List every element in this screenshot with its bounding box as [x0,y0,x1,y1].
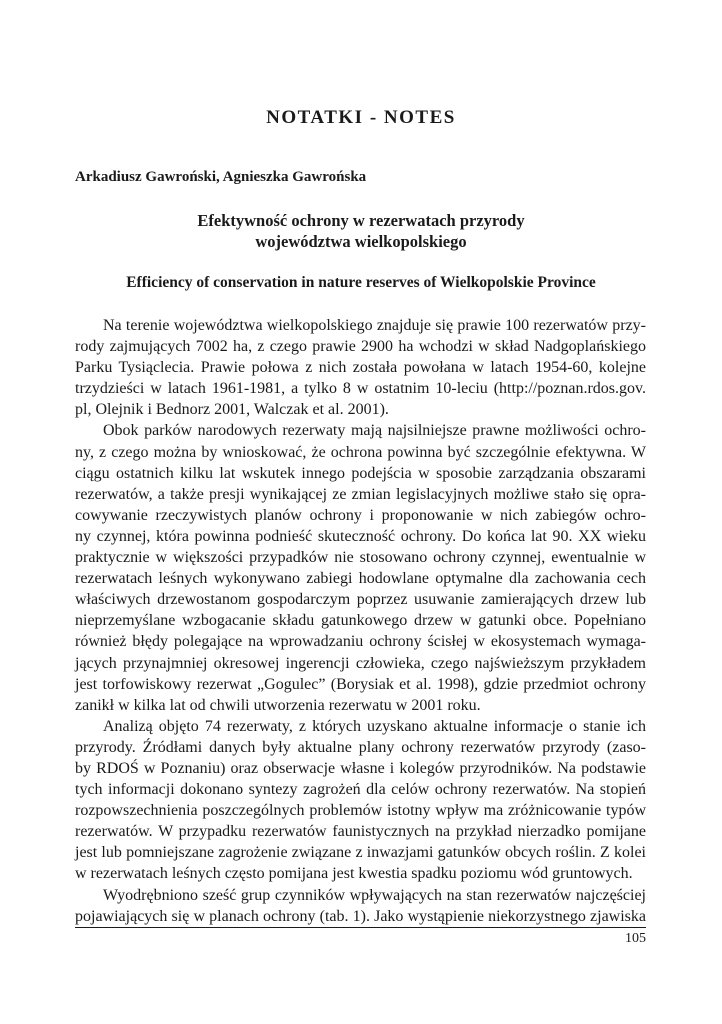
section-title: NOTATKI - NOTES [266,107,456,128]
text-line: jest lub pomniejszane zagrożenie związane z inwazjami gatunków obcych roślin. Z kolei [75,844,646,862]
text-line: rezerwatów. W przypadku rezerwatów faunistycznych na przykład nierzadko pomijane [75,823,646,841]
text-line: właściwych drzewostanom gospodarczym poprzez usuwanie zamierających drzew lub [75,591,646,609]
article-title-english: Efficiency of conservation in nature reserves of Wielkopolskie Province [126,274,596,291]
text-line: rezerwatów, a także presji wynikającej ze zmian legislacyjnych możliwe stało się opra- [75,485,646,503]
text-line: w rezerwatach leśnych często pomijana jest kwestia spadku poziomu wód gruntowych. [75,865,633,883]
paragraph [75,315,646,420]
text-line: jest torfowiskowy rezerwat „Gogulec” (Borysiak et al. 1998), gdzie przedmiot ochrony [75,675,646,693]
text-line: pl, Olejnik i Bednorz 2001, Walczak et al. 2001). [75,401,389,419]
text-line: praktycznie w większości przypadków nie stosowano ochrony czynnej, ewentualnie w [75,549,646,567]
text-line: rozpowszechnienia poszczególnych problemów istotny wpływ ma zróżnicowanie typów [75,802,646,820]
article-title-polish-line: Efektywność ochrony w rezerwatach przyrody [197,211,525,230]
text-line: trzydzieści w latach 1961-1981, a tylko 8 w ostatnim 10-leciu (http://poznan.rdos.gov. [75,380,646,398]
text-line: pojawiających się w planach ochrony (tab. 1). Jako wystąpienie niekorzystnego zjawiska [75,907,646,925]
paragraph [75,885,646,927]
text-line: Analizą objęto 74 rezerwaty, z których uzyskano aktualne informacje o stanie ich [103,717,646,735]
text-line: Obok parków narodowych rezerwaty mają najsilniejsze prawne możliwości ochro- [103,422,646,440]
text-line: jących przynajmniej okresowej ingerencji człowieka, czego najświeższym przykładem [75,654,646,672]
text-line: ny, z czego można by wnioskować, że ochrona powinna być szczególnie efektywna. W [75,443,646,461]
text-line: nieprzemyślane wzbogacanie składu gatunkowego drzew w gatunki obce. Popełniano [75,612,646,630]
text-line: rody zajmujących 7002 ha, z czego prawie 2900 ha wchodzi w skład Nadgoplańskiego [75,338,646,356]
article-title-polish-line: województwa wielkopolskiego [255,232,467,251]
text-line: przyrody. Źródłami danych były aktualne plany ochrony rezerwatów przyrody (zaso- [75,738,646,756]
text-line: Na terenie województwa wielkopolskiego znajduje się prawie 100 rezerwatów przy- [103,317,646,334]
text-line: by RDOŚ w Poznaniu) oraz obserwacje własne i kolegów przyrodników. Na podstawie [75,759,646,777]
text-line: tych informacji dokonano syntezy zagrożeń dla celów ochrony rezerwatów. Na stopień [75,781,646,799]
text-line: ciągu ostatnich kilku lat wskutek innego podejścia w sposobie zarządzania obszarami [75,464,646,482]
article-authors: Arkadiusz Gawroński, Agnieszka Gawrońska [75,169,367,185]
text-line: również błędy polegające na wprowadzaniu ochrony ścisłej w ekosystemach wymaga- [75,633,646,651]
page-number: 105 [625,931,646,946]
text-line: rezerwatach leśnych wykonywano zabiegi hodowlane optymalne dla zachowania cech [75,570,646,588]
article-body [75,315,646,927]
text-line: Parku Tysiąclecia. Prawie połowa z nich została powołana w latach 1954-60, kolejne [75,359,646,377]
article-title-polish [0,210,722,252]
text-line: cowywanie rzeczywistych planów ochrony i proponowanie w nich zabiegów ochro- [75,506,646,524]
text-line: zanikł w kilka lat od chwili utworzenia rezerwatu w 2001 roku. [75,696,481,714]
paragraph [75,420,646,715]
paragraph [75,716,646,885]
text-line: Wyodrębniono sześć grup czynników wpływających na stan rezerwatów najczęściej [103,886,646,904]
text-line: ny czynnej, która powinna podnieść skuteczność ochrony. Do końca lat 90. XX wieku [75,527,646,545]
footer-rule [75,927,646,928]
